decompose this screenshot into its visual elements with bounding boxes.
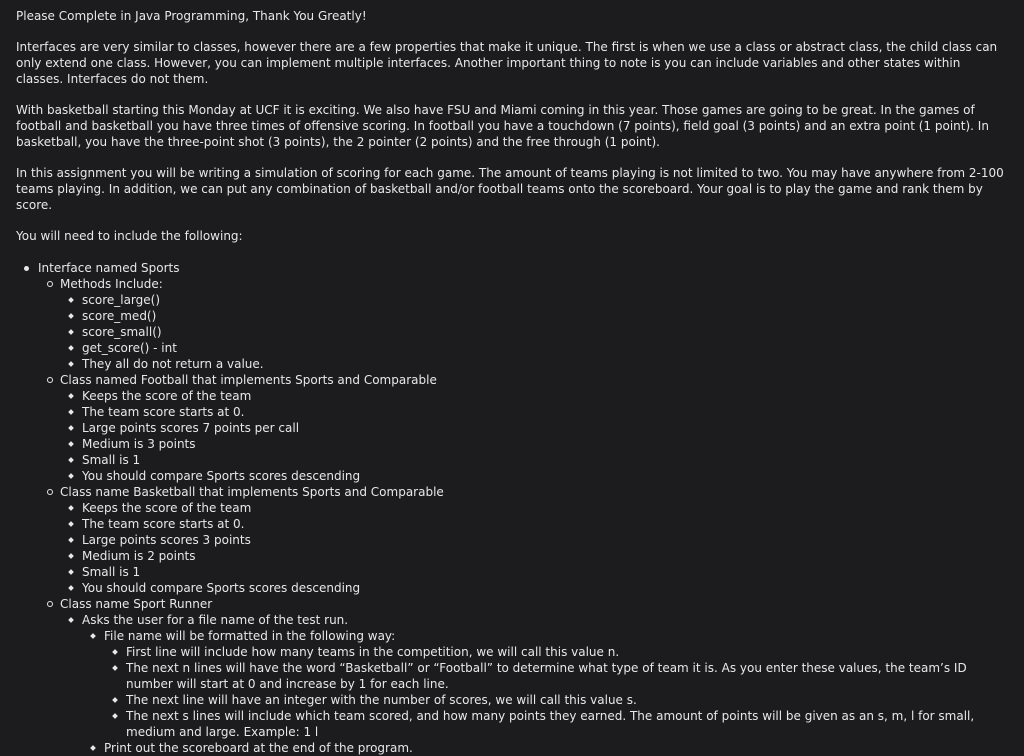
football-header: Class named Football that implements Sports and Comparable	[60, 373, 437, 387]
format-item: The next n lines will have the word “Basketball” or “Football” to determine what type of team it is. As you enter these values, the team’s ID number will start at 0 and increase by 1 for each line.	[126, 660, 1010, 692]
basketball-item: Keeps the score of the team	[82, 500, 1010, 516]
basketball-item: You should compare Sports scores descending	[82, 580, 1010, 596]
document-title: Please Complete in Java Programming, Thank You Greatly!	[16, 9, 367, 23]
format-item: The next s lines will include which team scored, and how many points they earned. The amount of points will be given as an s, m, l for small, medium and large. Example: 1 l	[126, 708, 1010, 740]
paragraph-interfaces: Interfaces are very similar to classes, however there are a few properties that make it unique. The first is when we use a class or abstract class, the child class can only extend one class. However, you can implement multiple interfaces. Another important thing to note is you can include variables and other states within classes. Interfaces do not them.	[16, 40, 998, 86]
football-item: Small is 1	[82, 452, 1010, 468]
runner-list	[60, 612, 1010, 756]
runner-ask-text: Asks the user for a file name of the test run.	[82, 613, 349, 627]
football-item: The team score starts at 0.	[82, 404, 1010, 420]
runner-format-item	[104, 628, 1010, 740]
methods-list	[60, 292, 1010, 372]
list-item-basketball	[60, 484, 1010, 596]
basketball-header: Class name Basketball that implements Sports and Comparable	[60, 485, 444, 499]
format-item: First line will include how many teams in the competition, we will call this value n.	[126, 644, 1010, 660]
football-item: Large points scores 7 points per call	[82, 420, 1010, 436]
basketball-item: Large points scores 3 points	[82, 532, 1010, 548]
basketball-item: Medium is 2 points	[82, 548, 1010, 564]
list-item-methods	[60, 276, 1010, 372]
runner-print-item: Print out the scoreboard at the end of the program.	[104, 740, 1010, 756]
format-list	[104, 644, 1010, 740]
runner-sublist	[82, 628, 1010, 756]
method-item: get_score() - int	[82, 340, 1010, 356]
paragraph-basketball: With basketball starting this Monday at UCF it is exciting. We also have FSU and Miami coming in this year. Those games are going to be great. In the games of football and basketball you have three times of offensive scoring. In football you have a touchdown (7 points), field goal (3 points) and an extra point (1 point). In basketball, you have the three-point shot (3 points), the 2 pointer (2 points) and the free through (1 point).	[16, 103, 989, 149]
method-item: score_large()	[82, 292, 1010, 308]
basketball-item: The team score starts at 0.	[82, 516, 1010, 532]
basketball-list	[60, 500, 1010, 596]
list-item-football	[60, 372, 1010, 484]
list-item-runner	[60, 596, 1010, 756]
method-item: They all do not return a value.	[82, 356, 1010, 372]
runner-format-text: File name will be formatted in the following way:	[104, 629, 396, 643]
requirements-list	[16, 260, 1010, 756]
runner-header: Class name Sport Runner	[60, 597, 213, 611]
sports-sublist	[38, 276, 1010, 756]
football-list	[60, 388, 1010, 484]
football-item: Keeps the score of the team	[82, 388, 1010, 404]
format-item: The next line will have an integer with the number of scores, we will call this value s.	[126, 692, 1010, 708]
interface-label: Interface named Sports	[38, 261, 180, 275]
list-item-interface	[38, 260, 1010, 756]
basketball-item: Small is 1	[82, 564, 1010, 580]
runner-ask-item	[82, 612, 1010, 756]
methods-header: Methods Include:	[60, 277, 163, 291]
method-item: score_small()	[82, 324, 1010, 340]
method-item: score_med()	[82, 308, 1010, 324]
football-item: Medium is 3 points	[82, 436, 1010, 452]
paragraph-assignment: In this assignment you will be writing a simulation of scoring for each game. The amount of teams playing is not limited to two. You may have anywhere from 2-100 teams playing. In addition, we can put any combination of basketball and/or football teams onto the scoreboard. Your goal is to play the game and rank them by score.	[16, 166, 1004, 212]
football-item: You should compare Sports scores descending	[82, 468, 1010, 484]
paragraph-include: You will need to include the following:	[16, 229, 243, 243]
